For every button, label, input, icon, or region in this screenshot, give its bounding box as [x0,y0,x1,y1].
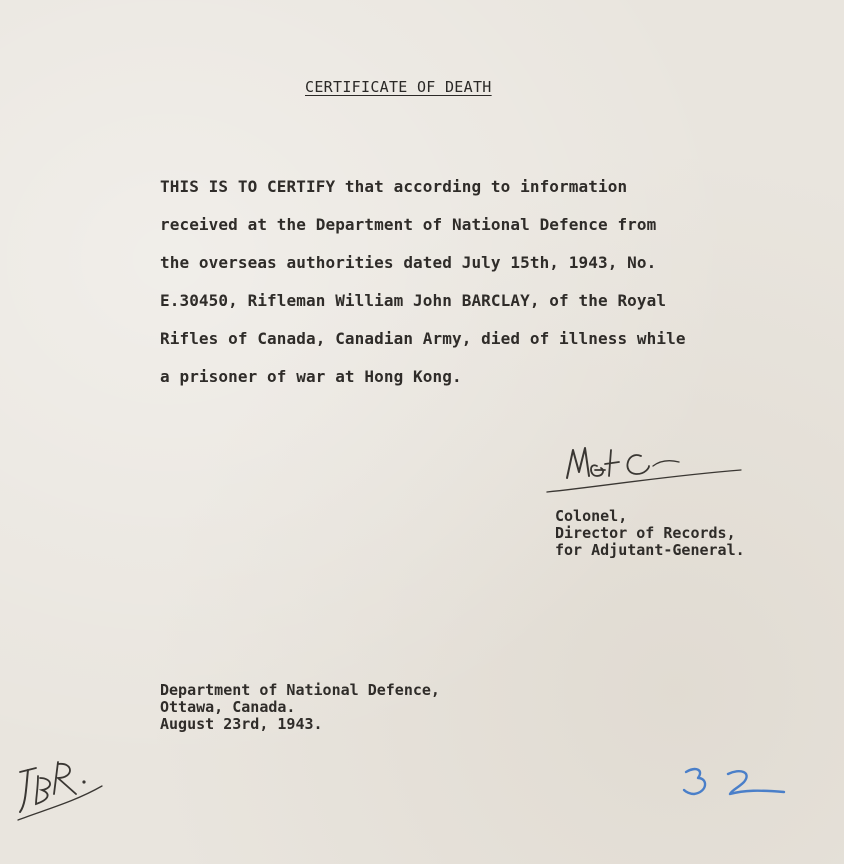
body-line: a prisoner of war at Hong Kong. [160,367,462,386]
handwritten-signature [545,436,745,496]
body-line: THIS IS TO CERTIFY that according to information [160,177,628,196]
address-department: Department of National Defence, [160,681,440,699]
body-line: the overseas authorities dated July 15th, 1943, No. [160,253,657,272]
issuing-address [160,682,440,733]
signatory-block [555,508,745,559]
handwritten-initials [14,748,114,828]
issue-date: August 23rd, 1943. [160,715,323,733]
document-title: CERTIFICATE OF DEATH [305,78,492,96]
certificate-body [160,168,800,396]
signatory-title: Director of Records, [555,524,736,542]
handwritten-page-number [680,760,790,810]
body-line: received at the Department of National Defence from [160,215,657,234]
signatory-on-behalf: for Adjutant-General. [555,541,745,559]
signatory-rank: Colonel, [555,507,628,525]
body-line: Rifles of Canada, Canadian Army, died of illness while [160,329,686,348]
address-city: Ottawa, Canada. [160,698,296,716]
body-line: E.30450, Rifleman William John BARCLAY, of the Royal [160,291,667,310]
